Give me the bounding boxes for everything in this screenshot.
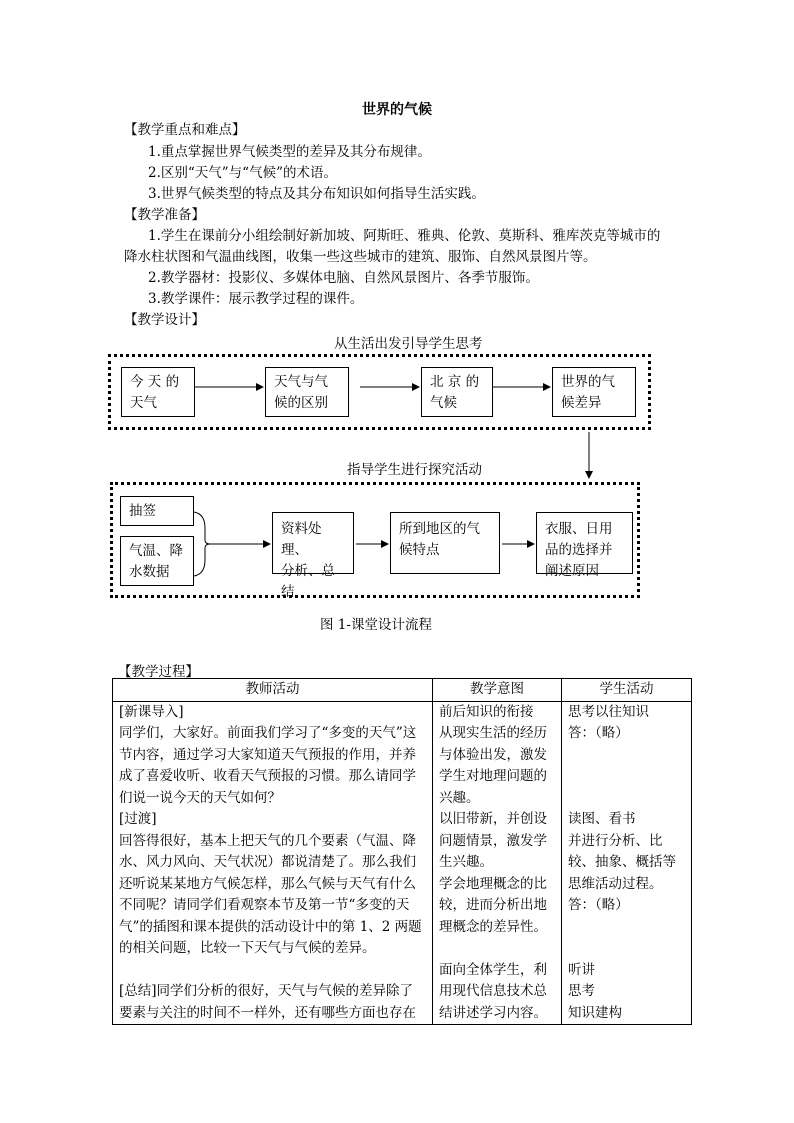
flow-box-draw-lots: 抽签 [120,496,194,526]
focus-item-2: 2.区别“天气”与“气候”的术语。 [148,165,337,181]
figure-caption: 图 1-课堂设计流程 [320,617,432,633]
prep-item-3: 3.教学课件：展示教学过程的课件。 [148,291,364,307]
flow-box-weather-climate-diff: 天气与气 候的区别 [265,367,349,417]
section-heading-design: 【教学设计】 [124,312,205,328]
student-text: 答：（略） [568,725,629,741]
header-intent: 教学意图 [433,679,562,702]
merge-brace [194,512,210,576]
student-text: 听讲 [568,961,595,978]
teacher-text: [新课导入] [119,703,184,720]
flow-box-world-climate-diff: 世界的气 候差异 [552,367,636,417]
header-student: 学生活动 [562,679,692,702]
student-text: 答：（略） [568,897,629,913]
intent-text: 前后知识的衔接 [439,703,534,720]
student-text: 思考 [568,983,595,999]
flow-top-label: 从生活出发引导学生思考 [334,336,483,352]
flow-box-region-climate: 所到地区的气 候特点 [390,512,500,574]
flow-box-clothing-choice: 衣服、日用 品的选择并 阐述原因 [536,512,633,574]
intent-text: 以旧带新，并创设问题情景，激发学生兴趣。 [439,811,547,870]
teacher-activity-cell [113,701,433,1025]
header-teacher: 教师活动 [113,679,433,702]
process-table [112,678,692,1025]
intent-text: 从现实生活的经历与体验出发，激发学生对地理问题的兴趣。 [439,725,547,806]
section-heading-process: 【教学过程】 [118,664,199,680]
focus-item-1: 1.重点掌握世界气候类型的差异及其分布规律。 [148,144,431,160]
flow-bottom-label: 指导学生进行探究活动 [347,462,482,478]
prep-item-1-line-1: 1.学生在课前分小组绘制好新加坡、阿斯旺、雅典、伦敦、莫斯科、雅库茨克等城市的 [148,228,661,244]
student-text: 知识建构 [568,1004,622,1021]
intent-text: 学会地理概念的比较，进而分析出地理概念的差异性。 [439,875,547,935]
flow-box-today-weather: 今 天 的 天气 [121,367,195,417]
table-row [113,701,692,1025]
student-text: 思考以往知识 [568,703,649,720]
student-text: 并进行分析、比较、抽象、概括等思维活动过程。 [568,832,676,892]
section-heading-prep: 【教学准备】 [124,207,205,223]
page-title: 世界的气候 [362,102,432,118]
intent-text: 面向全体学生，利用现代信息技术总结讲述学习内容。 [439,961,547,1021]
student-text: 读图、看书 [568,811,636,827]
section-heading-focus: 【教学重点和难点】 [124,122,246,138]
prep-item-1-line-2: 降水柱状图和气温曲线图，收集一些这些城市的建筑、服饰、自然风景图片等。 [124,249,597,265]
flow-box-beijing-climate: 北 京 的 气候 [421,367,493,417]
teacher-text: 回答得很好，基本上把天气的几个要素（气温、降水、风力风向、天气状况）都说清楚了。那么我们还听说某某地方气候怎样，那么气候与天气有什么不同呢？请同学们看观察本节及第一节“多变的天气”的插图和课本提供的活动设计中的第 1、2 两题的相关问题，比较一下天气与气候的差异。 [119,832,422,956]
student-activity-cell [562,701,692,1025]
teacher-text: [总结]同学们分析的很好，天气与气候的差异除了要素与关注的时间不一样外，还有哪些方面也存在 [119,983,416,1021]
flow-box-temp-precip-data: 气温、降 水数据 [120,536,194,586]
prep-item-2: 2.教学器材：投影仪、多媒体电脑、自然风景图片、各季节服饰。 [148,270,539,286]
teacher-text: 同学们，大家好。前面我们学习了“多变的天气”这节内容，通过学习大家知道天气预报的作用，并养成了喜爱收听、收看天气预报的习惯。那么请同学们说一说今天的天气如何？ [119,725,417,806]
focus-item-3: 3.世界气候类型的特点及其分布知识如何指导生活实践。 [148,186,485,202]
flow-box-data-processing: 资料处理、 分析、总结 [272,512,354,574]
teacher-text: [过渡] [119,811,157,827]
table-header-row [113,679,692,702]
teaching-intent-cell [433,701,562,1025]
